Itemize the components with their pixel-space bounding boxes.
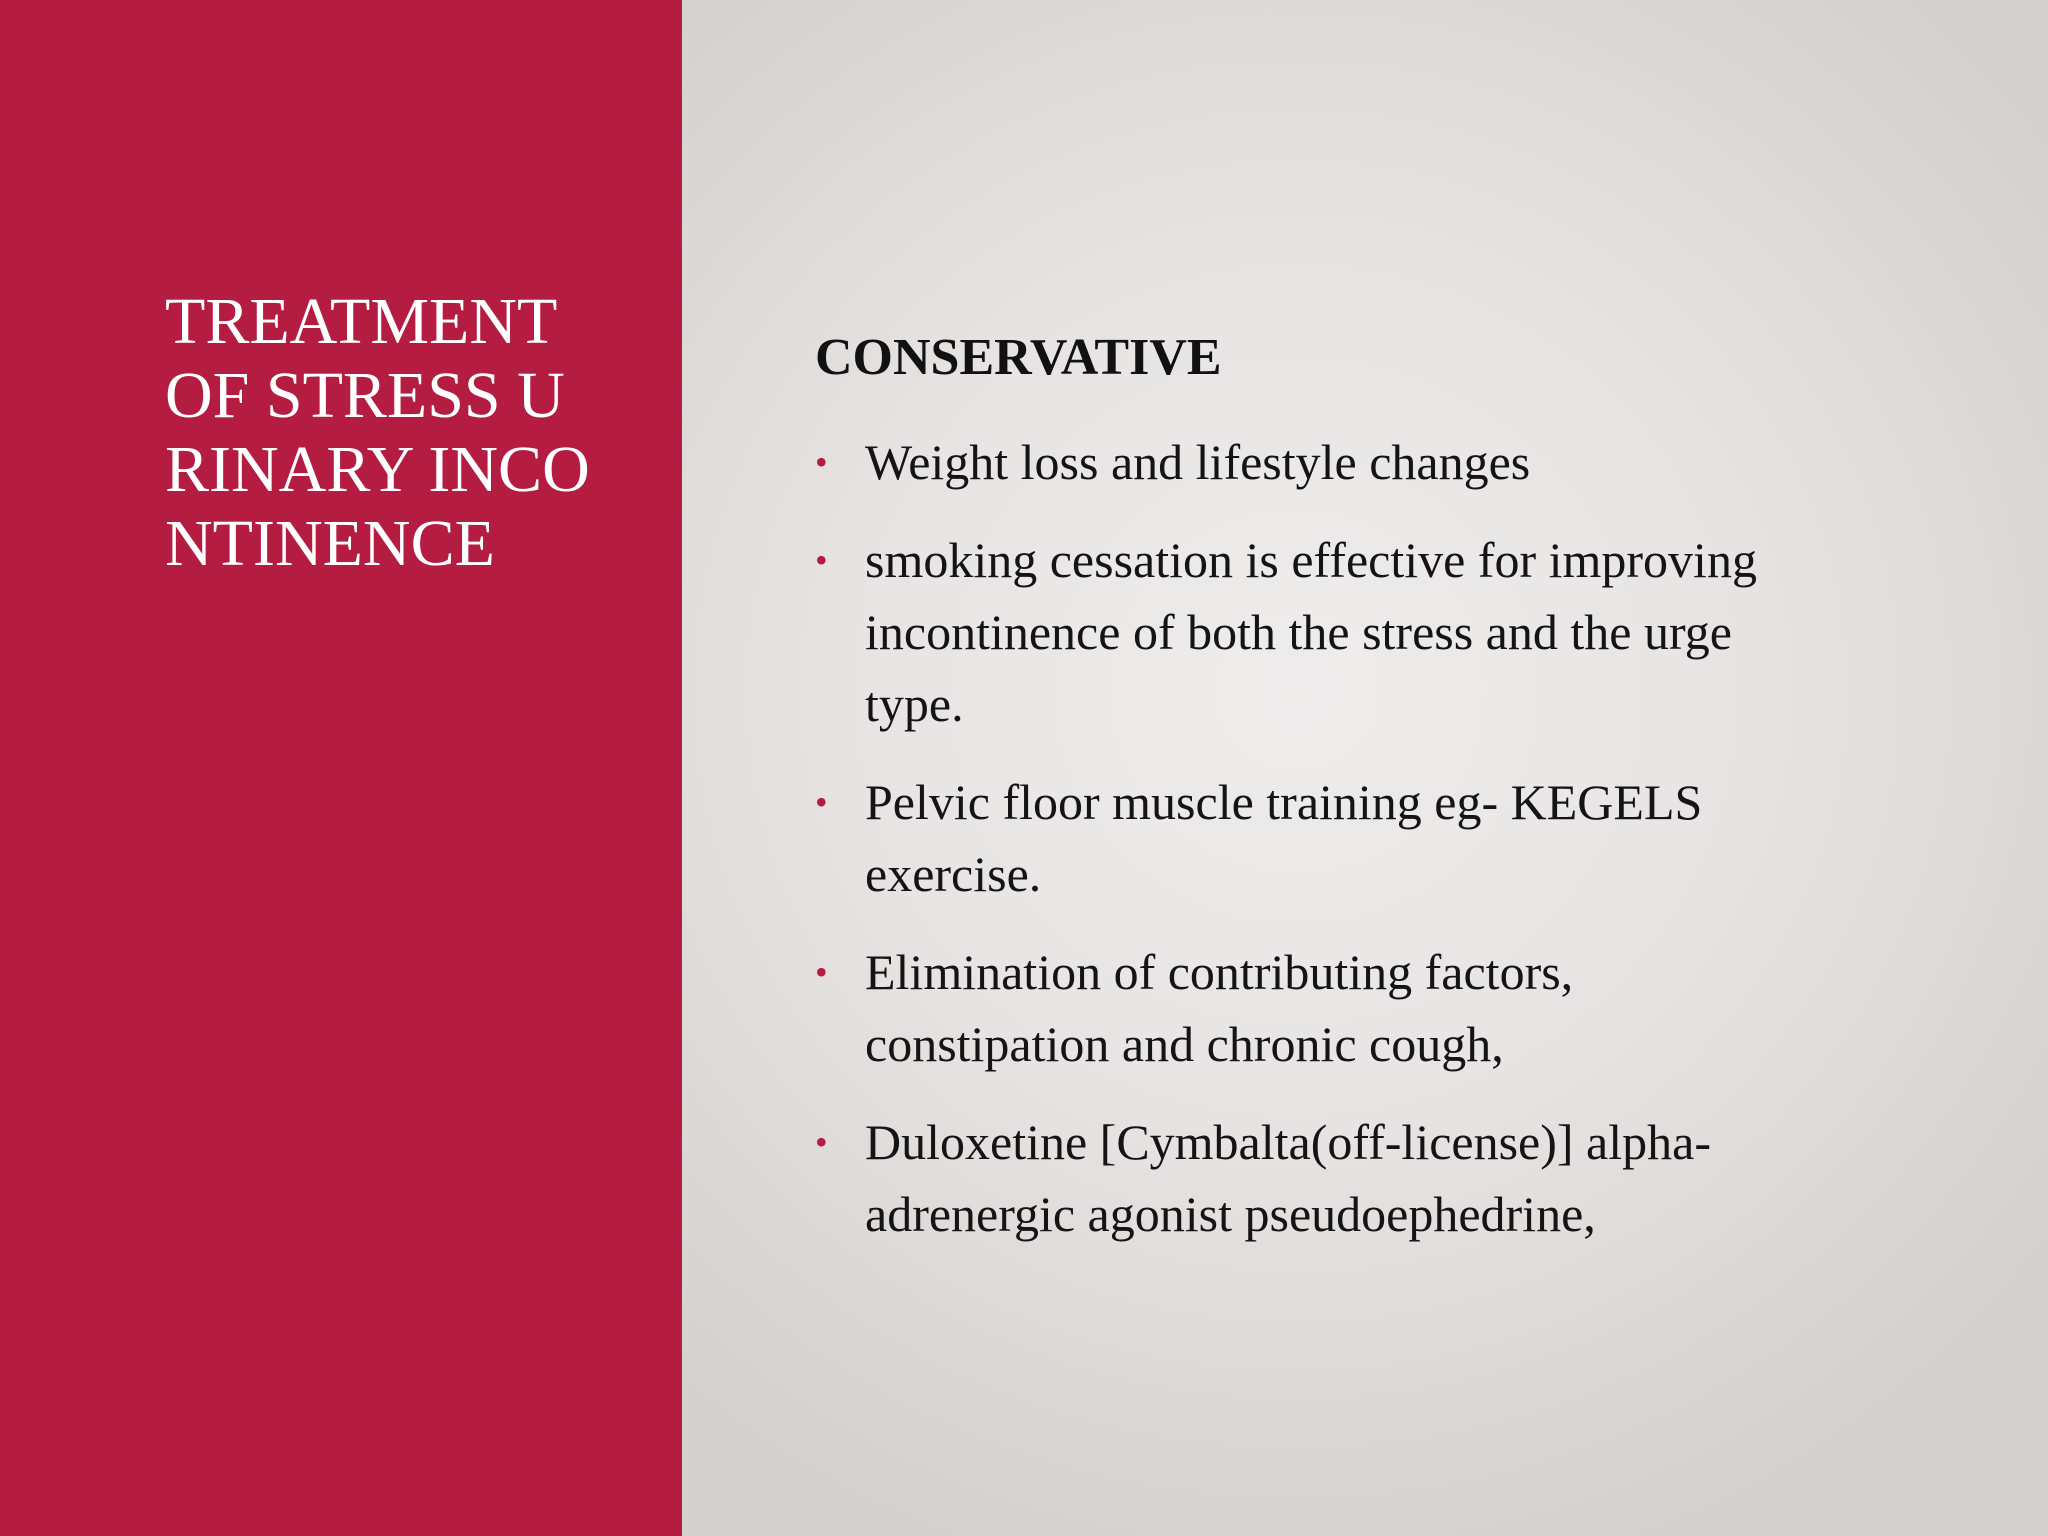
title-panel [0, 0, 682, 1536]
bullet-list [815, 426, 1795, 1250]
bullet-item [815, 426, 1795, 498]
bullet-icon: • [815, 1122, 828, 1162]
bullet-icon: • [815, 782, 828, 822]
bullet-item [815, 766, 1795, 910]
bullet-icon: • [815, 540, 828, 580]
slide-title: TREATMENT OF STRESS URINARY INCONTINENCE [165, 285, 590, 580]
bullet-text: Pelvic floor muscle training eg- KEGELS exercise. [865, 774, 1703, 902]
content-area [815, 328, 1795, 1276]
bullet-item [815, 936, 1795, 1080]
bullet-text: smoking cessation is effective for improving incontinence of both the stress and the urge type. [865, 532, 1757, 732]
bullet-text: Elimination of contributing factors, constipation and chronic cough, [865, 944, 1574, 1072]
bullet-text: Weight loss and lifestyle changes [865, 434, 1531, 490]
bullet-icon: • [815, 442, 828, 482]
bullet-item [815, 524, 1795, 740]
bullet-text: Duloxetine [Cymbalta(off-license)] alpha-adrenergic agonist pseudoephedrine, [865, 1114, 1711, 1242]
bullet-icon: • [815, 952, 828, 992]
bullet-item [815, 1106, 1795, 1250]
section-heading: CONSERVATIVE [815, 329, 1222, 386]
